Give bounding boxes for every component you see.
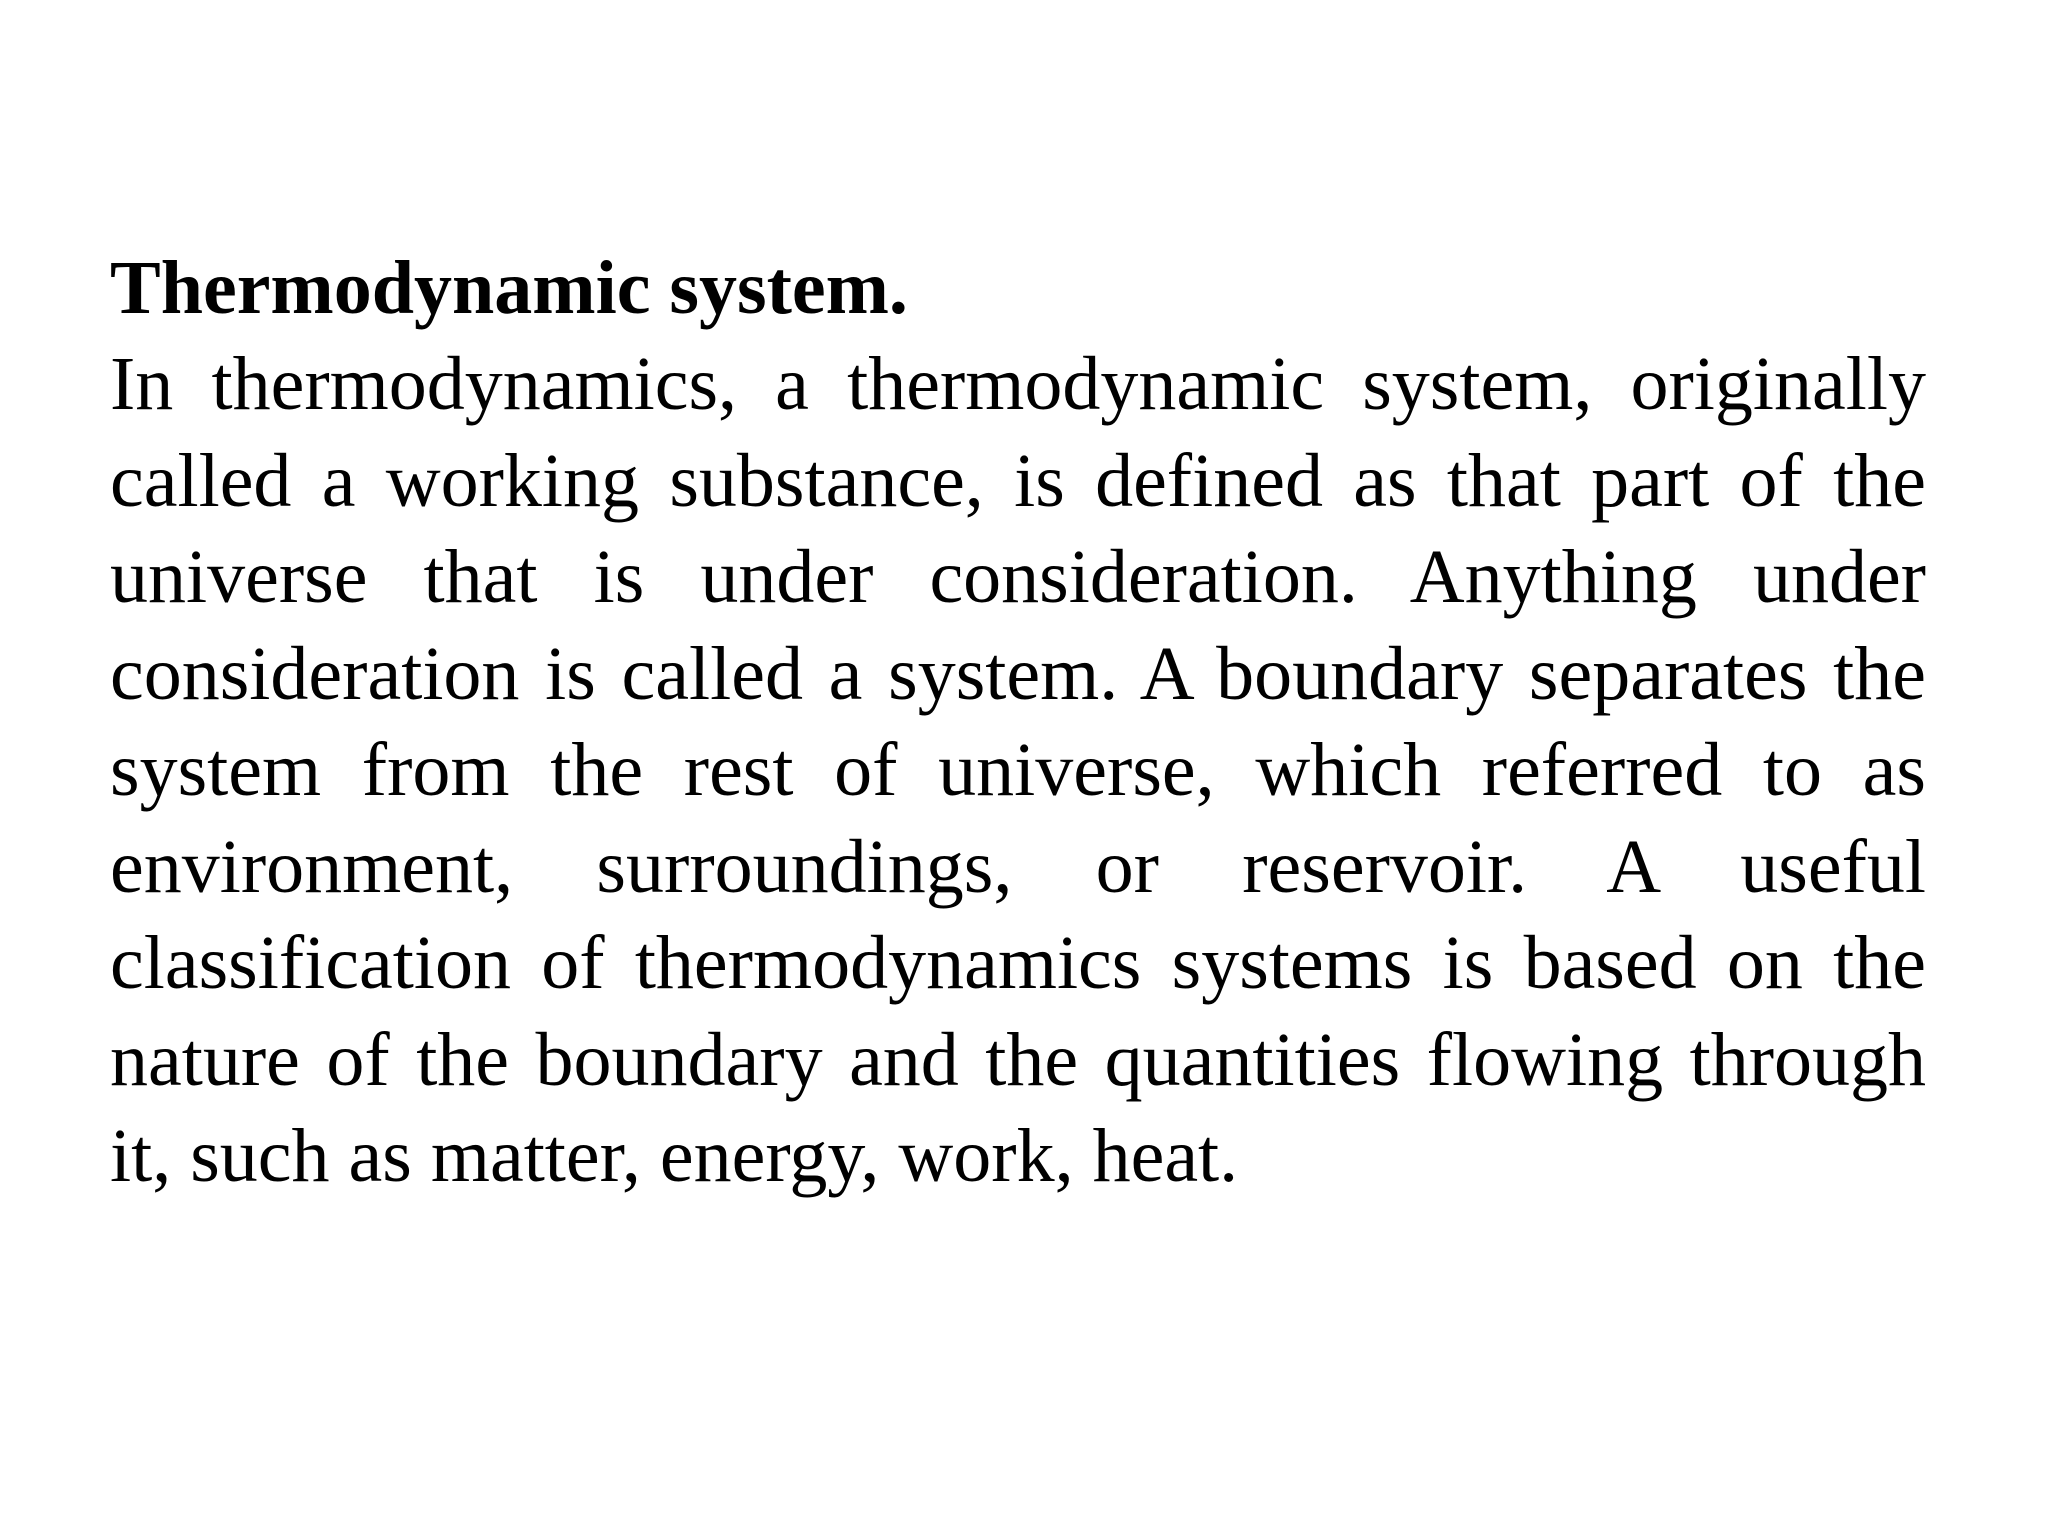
document-paragraph: In thermodynamics, a thermodynamic system, originally called a working substance, is defined as that part of the universe that is under consideration. Anything under consideration is called a system. A boundary separates the system from the rest of universe, which referred to as environment, surroundings, or reservoir. A useful classification of thermodynamics systems is based on the nature of the boundary and the quantities flowing through it, such as matter, energy, work, heat. (110, 342, 1926, 1198)
text-block (110, 240, 1926, 1205)
document-heading: Thermodynamic system. (110, 246, 908, 330)
